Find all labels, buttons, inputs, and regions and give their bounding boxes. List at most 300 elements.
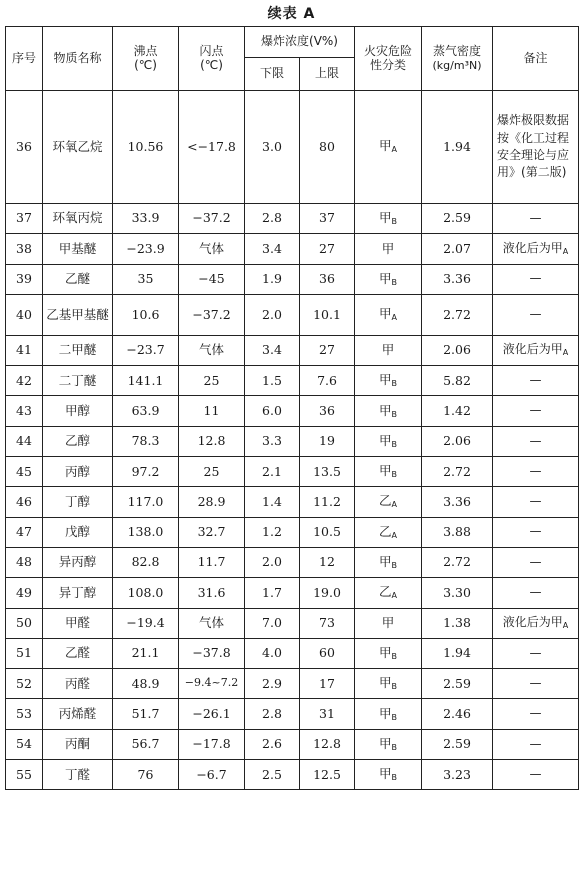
cell-lower-limit-text: 2.6	[262, 736, 282, 752]
cell-fire-class-text: 甲	[379, 705, 392, 721]
cell-boiling-point-text: 35	[137, 271, 154, 287]
cell-lower-limit	[245, 264, 300, 294]
cell-upper-limit	[300, 457, 355, 487]
cell-remark	[493, 517, 579, 547]
cell-flash-point	[179, 487, 245, 517]
cell-upper-limit-text: 60	[319, 645, 335, 661]
cell-upper-limit	[300, 699, 355, 729]
cell-vapor-density	[422, 396, 493, 426]
cell-name	[43, 729, 113, 759]
cell-lower-limit-text: 2.0	[262, 554, 282, 570]
fire-class-subscript: B	[391, 277, 398, 287]
header-remark: 备注	[493, 27, 579, 91]
cell-flash-point	[179, 608, 245, 638]
cell-name-text: 戊醇	[64, 524, 90, 540]
cell-no	[6, 204, 43, 234]
cell-boiling-point-text: −23.9	[126, 240, 165, 256]
cell-name	[43, 487, 113, 517]
cell-vapor-density-text: 2.59	[443, 210, 471, 226]
cell-boiling-point-text: 63.9	[131, 402, 160, 418]
cell-upper-limit-text: 19	[319, 433, 335, 449]
header-explosion: 爆炸浓度(V%)	[245, 27, 355, 58]
cell-upper-limit	[300, 760, 355, 790]
cell-name	[43, 760, 113, 790]
cell-name	[43, 294, 113, 335]
cell-name	[43, 608, 113, 638]
cell-lower-limit	[245, 578, 300, 608]
cell-flash-point-text: −37.8	[192, 645, 231, 661]
table-row	[6, 426, 579, 456]
cell-flash-point	[179, 638, 245, 668]
cell-boiling-point	[113, 396, 179, 426]
cell-boiling-point	[113, 91, 179, 204]
cell-vapor-density	[422, 760, 493, 790]
header-boil-line1: 沸点	[133, 43, 158, 58]
cell-lower-limit-text: 3.0	[262, 138, 282, 154]
cell-flash-point	[179, 578, 245, 608]
cell-no	[6, 264, 43, 294]
cell-flash-point-text: −37.2	[192, 306, 231, 322]
cell-upper-limit	[300, 638, 355, 668]
cell-fire-class-text: 甲	[379, 675, 392, 691]
cell-vapor-density-text: 2.06	[443, 433, 471, 449]
cell-lower-limit	[245, 729, 300, 759]
cell-flash-point	[179, 760, 245, 790]
cell-upper-limit	[300, 547, 355, 577]
cell-upper-limit	[300, 517, 355, 547]
cell-no-text: 46	[16, 493, 32, 509]
cell-name-text: 环氧丙烷	[52, 210, 103, 226]
cell-vapor-density	[422, 234, 493, 264]
cell-no-text: 55	[16, 766, 32, 782]
table-row	[6, 234, 579, 264]
cell-vapor-density	[422, 729, 493, 759]
cell-name	[43, 234, 113, 264]
cell-fire-class	[355, 264, 422, 294]
cell-fire-class	[355, 638, 422, 668]
cell-name-text: 二甲醚	[58, 342, 97, 358]
cell-boiling-point	[113, 204, 179, 234]
cell-fire-class	[355, 91, 422, 204]
table-row	[6, 517, 579, 547]
cell-remark	[493, 578, 579, 608]
fire-class-subscript: B	[391, 712, 398, 722]
cell-upper-limit	[300, 608, 355, 638]
cell-vapor-density	[422, 204, 493, 234]
cell-remark	[493, 204, 579, 234]
cell-name-text: 乙醛	[64, 645, 90, 661]
cell-remark-text: 爆炸极限数据按《化工过程安全理论与应用》(第二版)	[497, 113, 570, 180]
cell-no-text: 50	[16, 615, 32, 631]
cell-remark-text: —	[529, 736, 542, 751]
cell-lower-limit-text: 2.8	[262, 210, 282, 226]
header-density-line2: (kg/m³N)	[432, 58, 482, 72]
cell-vapor-density-text: 3.30	[443, 584, 471, 600]
cell-no-text: 45	[16, 463, 32, 479]
cell-boiling-point-text: 33.9	[131, 210, 160, 226]
cell-boiling-point	[113, 517, 179, 547]
cell-boiling-point	[113, 699, 179, 729]
cell-no-text: 42	[16, 372, 32, 388]
cell-no	[6, 729, 43, 759]
cell-fire-class-text: 甲	[379, 554, 392, 570]
cell-vapor-density-text: 2.07	[443, 240, 471, 256]
cell-boiling-point-text: 82.8	[131, 554, 160, 570]
cell-boiling-point-text: 141.1	[127, 372, 164, 388]
cell-boiling-point	[113, 234, 179, 264]
cell-fire-class-text: 甲	[379, 138, 392, 154]
cell-vapor-density-text: 3.88	[443, 524, 471, 540]
cell-fire-class-text: 乙	[379, 584, 392, 600]
cell-lower-limit-text: 2.0	[262, 306, 282, 322]
cell-lower-limit	[245, 426, 300, 456]
cell-remark	[493, 608, 579, 638]
cell-name	[43, 204, 113, 234]
cell-flash-point	[179, 234, 245, 264]
cell-name-text: 丙酮	[64, 736, 90, 752]
cell-lower-limit	[245, 608, 300, 638]
cell-fire-class-text: 甲	[379, 644, 392, 660]
fire-class-subscript: B	[391, 470, 398, 480]
cell-flash-point	[179, 669, 245, 699]
cell-no	[6, 487, 43, 517]
cell-fire-class-text: 甲	[379, 735, 392, 751]
cell-fire-class	[355, 294, 422, 335]
cell-flash-point	[179, 366, 245, 396]
cell-fire-class	[355, 426, 422, 456]
table-row	[6, 204, 579, 234]
cell-no	[6, 366, 43, 396]
cell-boiling-point-text: 10.56	[127, 138, 164, 154]
cell-remark-text: —	[529, 463, 542, 478]
cell-upper-limit	[300, 669, 355, 699]
cell-fire-class	[355, 204, 422, 234]
cell-boiling-point-text: 10.6	[131, 306, 160, 322]
cell-name-text: 乙基甲基醚	[46, 306, 109, 322]
cell-flash-point-text: 12.8	[197, 433, 226, 449]
cell-flash-point-text: <−17.8	[187, 138, 236, 154]
header-flash-line2: (℃)	[200, 57, 223, 72]
cell-no	[6, 638, 43, 668]
cell-remark-text: —	[529, 494, 542, 509]
header-flash-line1: 闪点	[199, 43, 224, 58]
fire-class-subscript: B	[391, 682, 398, 692]
cell-name-text: 异丁醇	[58, 584, 97, 600]
cell-upper-limit-text: 37	[319, 210, 335, 226]
cell-no-text: 53	[16, 705, 32, 721]
cell-name-text: 丁醛	[64, 766, 90, 782]
cell-vapor-density-text: 3.23	[443, 766, 471, 782]
cell-name	[43, 669, 113, 699]
cell-boiling-point-text: −23.7	[126, 342, 165, 358]
fire-class-subscript: B	[391, 773, 398, 783]
cell-flash-point-text: −6.7	[196, 766, 227, 782]
header-lower: 下限	[245, 58, 300, 91]
cell-remark-text: —	[529, 433, 542, 448]
cell-vapor-density-text: 2.72	[443, 306, 471, 322]
cell-upper-limit	[300, 91, 355, 204]
cell-vapor-density	[422, 294, 493, 335]
cell-name-text: 丁醇	[64, 493, 90, 509]
cell-fire-class	[355, 517, 422, 547]
cell-name-text: 丙烯醛	[58, 705, 97, 721]
cell-remark	[493, 234, 579, 264]
cell-fire-class	[355, 396, 422, 426]
cell-remark	[493, 729, 579, 759]
cell-lower-limit-text: 3.4	[262, 342, 282, 358]
cell-name	[43, 264, 113, 294]
cell-name	[43, 547, 113, 577]
cell-name-text: 甲基醚	[58, 240, 97, 256]
cell-upper-limit-text: 10.5	[313, 524, 341, 540]
fire-class-subscript: A	[391, 591, 398, 601]
cell-boiling-point	[113, 547, 179, 577]
cell-lower-limit-text: 6.0	[262, 402, 282, 418]
cell-vapor-density	[422, 335, 493, 365]
table-row	[6, 335, 579, 365]
table-row	[6, 578, 579, 608]
cell-boiling-point	[113, 760, 179, 790]
cell-flash-point-text: 11	[203, 402, 220, 418]
cell-boiling-point	[113, 669, 179, 699]
cell-fire-class	[355, 760, 422, 790]
cell-flash-point-text: −45	[198, 271, 225, 287]
cell-remark	[493, 426, 579, 456]
cell-upper-limit-text: 7.6	[317, 372, 337, 388]
cell-upper-limit	[300, 204, 355, 234]
header-boil-line2: (℃)	[134, 57, 157, 72]
cell-no-text: 54	[16, 736, 32, 752]
cell-boiling-point	[113, 638, 179, 668]
cell-boiling-point-text: −19.4	[126, 615, 165, 631]
cell-boiling-point	[113, 578, 179, 608]
cell-vapor-density	[422, 699, 493, 729]
cell-fire-class	[355, 699, 422, 729]
cell-vapor-density-text: 1.38	[443, 615, 471, 631]
cell-flash-point-text: 25	[203, 372, 220, 388]
cell-remark	[493, 547, 579, 577]
cell-fire-class	[355, 335, 422, 365]
cell-flash-point-text: −17.8	[192, 736, 231, 752]
cell-remark	[493, 335, 579, 365]
cell-boiling-point	[113, 487, 179, 517]
cell-no-text: 51	[16, 645, 32, 661]
cell-vapor-density	[422, 426, 493, 456]
table-row	[6, 366, 579, 396]
cell-name	[43, 335, 113, 365]
cell-remark	[493, 294, 579, 335]
cell-remark	[493, 264, 579, 294]
fire-class-subscript: A	[391, 500, 398, 510]
header-boiling-point	[113, 27, 179, 91]
cell-flash-point	[179, 699, 245, 729]
cell-no	[6, 426, 43, 456]
cell-lower-limit-text: 2.1	[262, 463, 282, 479]
table-row	[6, 699, 579, 729]
cell-lower-limit-text: 7.0	[262, 615, 282, 631]
cell-boiling-point	[113, 608, 179, 638]
cell-flash-point	[179, 426, 245, 456]
cell-lower-limit	[245, 638, 300, 668]
cell-flash-point	[179, 91, 245, 204]
cell-boiling-point-text: 97.2	[131, 463, 160, 479]
cell-upper-limit-text: 19.0	[313, 584, 341, 600]
cell-upper-limit	[300, 366, 355, 396]
cell-remark-text: 液化后为甲	[502, 615, 563, 630]
header-fire-line1: 火灾危险	[364, 43, 413, 58]
cell-remark-text: —	[529, 306, 542, 321]
cell-vapor-density-text: 2.59	[443, 736, 471, 752]
cell-flash-point	[179, 547, 245, 577]
header-upper: 上限	[300, 58, 355, 91]
cell-boiling-point-text: 76	[137, 766, 154, 782]
cell-no	[6, 457, 43, 487]
cell-remark-text: —	[529, 675, 542, 690]
cell-no-text: 43	[16, 402, 32, 418]
cell-fire-class-text: 甲	[379, 270, 392, 286]
cell-fire-class-text: 甲	[379, 306, 392, 322]
cell-fire-class	[355, 457, 422, 487]
cell-name	[43, 457, 113, 487]
cell-fire-class-text: 甲	[379, 372, 392, 388]
cell-boiling-point-text: 78.3	[131, 433, 160, 449]
cell-vapor-density-text: 1.94	[443, 645, 471, 661]
cell-no-text: 41	[16, 342, 32, 358]
table-row	[6, 729, 579, 759]
cell-vapor-density-text: 1.42	[443, 402, 471, 418]
cell-vapor-density	[422, 578, 493, 608]
cell-lower-limit	[245, 669, 300, 699]
cell-fire-class-text: 甲	[379, 463, 392, 479]
fire-class-subscript: A	[391, 145, 398, 155]
cell-upper-limit	[300, 294, 355, 335]
cell-flash-point	[179, 396, 245, 426]
cell-fire-class	[355, 234, 422, 264]
cell-upper-limit	[300, 264, 355, 294]
cell-lower-limit	[245, 335, 300, 365]
cell-flash-point-text: 32.7	[197, 524, 226, 540]
cell-no-text: 52	[16, 675, 32, 691]
cell-vapor-density-text: 3.36	[443, 271, 471, 287]
cell-boiling-point-text: 138.0	[127, 524, 164, 540]
cell-boiling-point	[113, 294, 179, 335]
cell-remark-text: —	[529, 524, 542, 539]
table-row	[6, 457, 579, 487]
cell-flash-point	[179, 457, 245, 487]
cell-vapor-density-text: 2.06	[443, 342, 471, 358]
cell-fire-class-text: 甲	[379, 402, 392, 418]
table-body	[6, 91, 579, 790]
table-row	[6, 91, 579, 204]
cell-no	[6, 669, 43, 699]
cell-remark-text: 液化后为甲	[502, 342, 563, 357]
cell-no	[6, 760, 43, 790]
cell-upper-limit-text: 17	[319, 675, 335, 691]
table-row	[6, 760, 579, 790]
cell-lower-limit-text: 1.4	[262, 493, 282, 509]
cell-boiling-point-text: 117.0	[127, 493, 164, 509]
cell-vapor-density-text: 3.36	[443, 493, 471, 509]
cell-name-text: 二丁醚	[58, 372, 97, 388]
cell-upper-limit-text: 12.8	[313, 736, 341, 752]
cell-remark-text: 液化后为甲	[502, 240, 563, 255]
cell-remark	[493, 669, 579, 699]
table-row	[6, 264, 579, 294]
header-no: 序号	[6, 27, 43, 91]
cell-lower-limit	[245, 517, 300, 547]
cell-fire-class	[355, 487, 422, 517]
cell-remark	[493, 760, 579, 790]
cell-lower-limit	[245, 234, 300, 264]
cell-no	[6, 547, 43, 577]
cell-upper-limit-text: 80	[319, 138, 335, 154]
cell-remark-text: —	[529, 766, 542, 781]
cell-upper-limit-text: 27	[319, 240, 335, 256]
cell-no	[6, 517, 43, 547]
cell-remark-text: —	[529, 271, 542, 286]
cell-flash-point-text: −37.2	[192, 210, 231, 226]
cell-vapor-density	[422, 91, 493, 204]
cell-vapor-density-text: 2.72	[443, 554, 471, 570]
cell-lower-limit-text: 2.8	[262, 705, 282, 721]
cell-name	[43, 699, 113, 729]
cell-upper-limit-text: 13.5	[313, 463, 341, 479]
cell-vapor-density	[422, 638, 493, 668]
fire-class-subscript: B	[391, 217, 398, 227]
cell-remark-text: —	[529, 645, 542, 660]
cell-flash-point-text: −9.4~7.2	[184, 676, 239, 690]
cell-name-text: 甲醇	[64, 402, 90, 418]
cell-flash-point	[179, 335, 245, 365]
cell-remark	[493, 91, 579, 204]
cell-vapor-density-text: 2.46	[443, 705, 471, 721]
cell-upper-limit-text: 73	[319, 615, 335, 631]
cell-name	[43, 366, 113, 396]
cell-name	[43, 517, 113, 547]
fire-class-subscript: B	[391, 379, 398, 389]
cell-vapor-density	[422, 264, 493, 294]
cell-lower-limit-text: 3.4	[262, 240, 282, 256]
cell-no	[6, 234, 43, 264]
cell-no	[6, 396, 43, 426]
cell-fire-class-text: 乙	[379, 493, 392, 509]
cell-fire-class	[355, 547, 422, 577]
cell-vapor-density	[422, 547, 493, 577]
cell-lower-limit	[245, 487, 300, 517]
cell-lower-limit	[245, 396, 300, 426]
cell-flash-point	[179, 294, 245, 335]
cell-fire-class-text: 甲	[379, 766, 392, 782]
cell-flash-point-text: −26.1	[192, 705, 231, 721]
cell-upper-limit	[300, 396, 355, 426]
cell-no-text: 38	[16, 240, 32, 256]
cell-lower-limit-text: 1.9	[262, 271, 282, 287]
cell-name	[43, 396, 113, 426]
cell-upper-limit-text: 27	[319, 342, 335, 358]
header-flash-point	[179, 27, 245, 91]
cell-flash-point-text: 31.6	[197, 584, 226, 600]
cell-boiling-point	[113, 264, 179, 294]
cell-no-text: 44	[16, 433, 32, 449]
cell-fire-class	[355, 608, 422, 638]
cell-boiling-point-text: 108.0	[127, 584, 164, 600]
cell-remark-text: —	[529, 372, 542, 387]
cell-lower-limit-text: 2.5	[262, 766, 282, 782]
cell-no-text: 40	[16, 306, 32, 322]
cell-lower-limit-text: 2.9	[262, 675, 282, 691]
header-fire-class	[355, 27, 422, 91]
cell-name-text: 环氧乙烷	[52, 138, 103, 154]
